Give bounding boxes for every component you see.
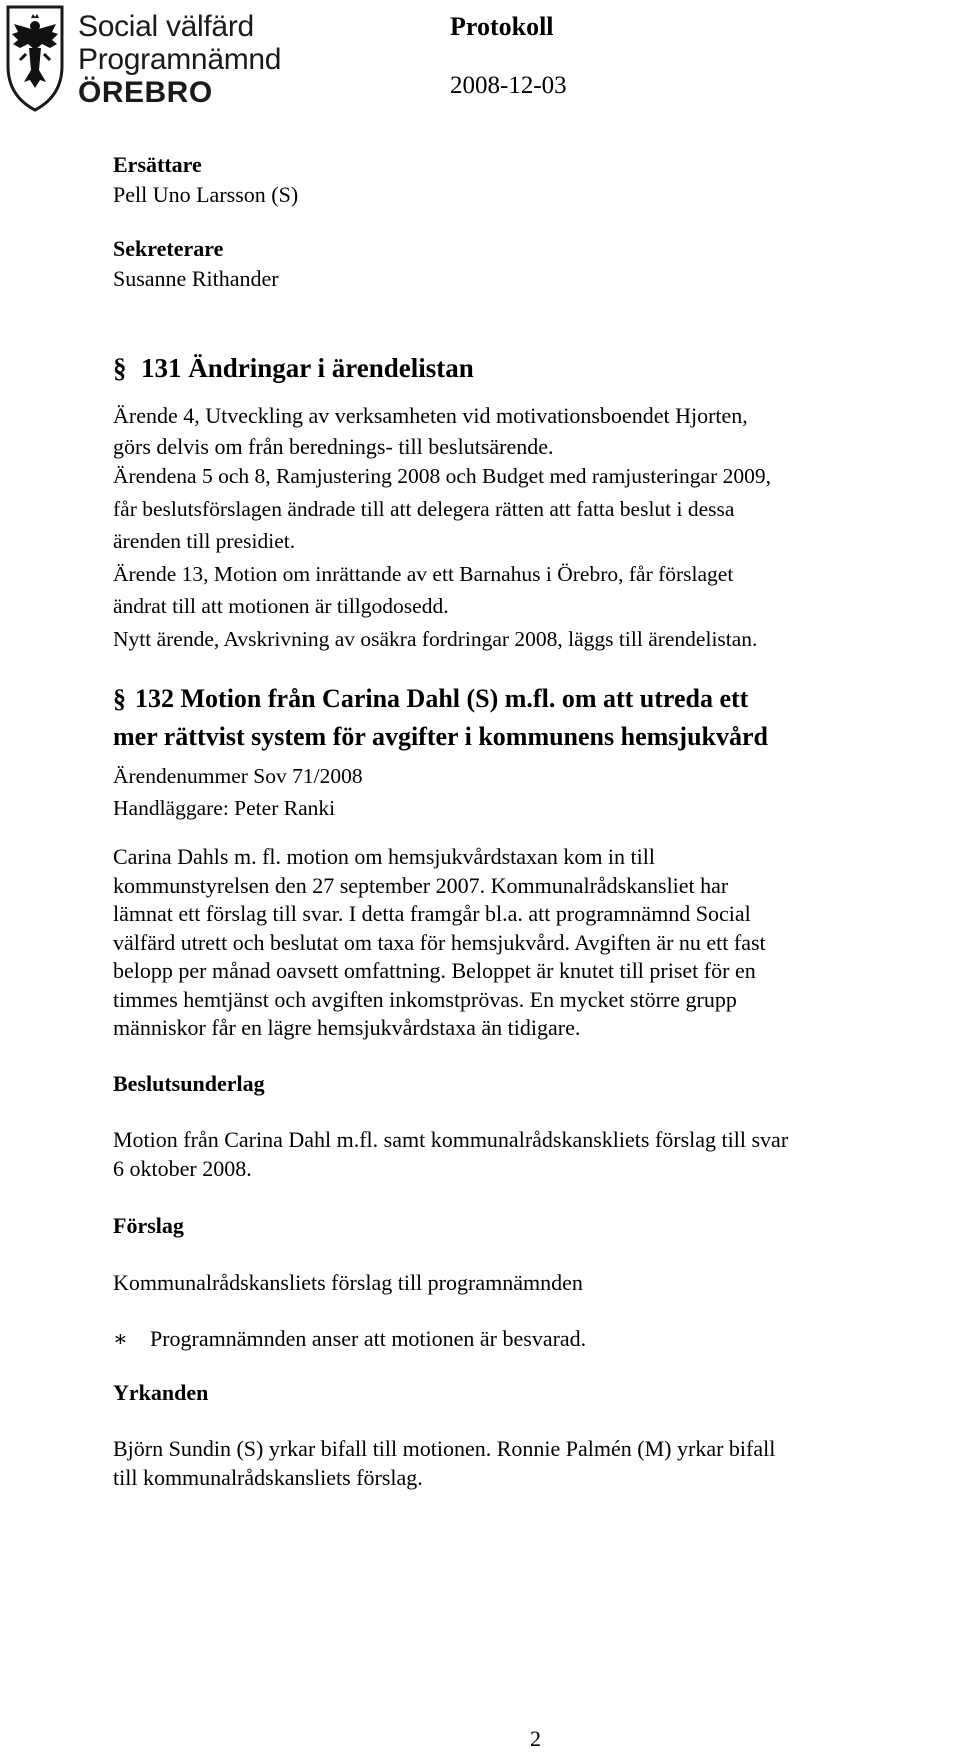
claims-body [113,1434,775,1492]
paragraph-line: Motion från Carina Dahl m.fl. samt kommunalrådskanskliets förslag till svar [113,1127,789,1152]
section-132-title-line: mer rättvist system för avgifter i kommunens hemsjukvård [113,722,768,751]
paragraph-line: lämnat ett förslag till svar. I detta framgår bl.a. att programnämnd Social [113,901,751,926]
paragraph-line: Ärende 4, Utveckling av verksamheten vid motivationsboendet Hjorten, [113,403,748,428]
logo-text-line: Programnämnd [78,43,282,76]
paragraph-line: till kommunalrådskansliets förslag. [113,1465,423,1490]
organization-logo [4,4,282,114]
crest-icon [4,4,66,112]
proposal-item-text: Programnämnden anser att motionen är besvarad. [150,1326,587,1351]
paragraph-line: ändrat till att motionen är tillgodosedd. [113,594,449,618]
paragraph-line: belopp per månad oavsett omfattning. Beloppet är knutet till priset för en [113,958,756,983]
section-131-body [113,400,748,462]
paragraph-line: Nytt ärende, Avskrivning av osäkra fordringar 2008, läggs till ärendelistan. [113,626,758,651]
paragraph-line: ärenden till presidiet. [113,529,296,553]
paragraph-line: får beslutsförslagen ändrade till att delegera rätten att fatta beslut i dessa [113,496,735,521]
case-info [113,760,363,824]
secretary-heading: Sekreterare [113,236,224,261]
section-131-heading [113,353,474,384]
claims-heading: Yrkanden [113,1380,209,1405]
paragraph-line: Ärendena 5 och 8, Ramjustering 2008 och Budget med ramjusteringar 2009, [113,464,771,488]
paragraph-line: 6 oktober 2008. [113,1156,252,1181]
section-132-body [113,843,766,1043]
secretary-name: Susanne Rithander [113,266,279,291]
basis-heading: Beslutsunderlag [113,1071,265,1096]
section-132-title-line: 132 Motion från Carina Dahl (S) m.fl. om att utreda ett [135,684,749,713]
section-131-body-sans [113,460,771,655]
basis-body [113,1125,788,1183]
paragraph-line: kommunstyrelsen den 27 september 2007. Kommunalrådskansliet har [113,872,729,898]
section-131-title: 131 Ändringar i ärendelistan [141,353,474,383]
page-number: 2 [530,1726,541,1751]
paragraph-line: välfärd utrett och beslutat om taxa för hemsjukvård. Avgiften är nu ett fast [113,929,766,955]
substitutes-heading: Ersättare [113,152,202,177]
logo-text-line: ÖREBRO [78,76,213,109]
paragraph-line: människor får en lägre hemsjukvårdstaxa än tidigare. [113,1015,581,1040]
logo-text-line: Social välfärd [78,10,254,43]
section-mark: § [113,684,126,713]
substitutes-list: Pell Uno Larsson (S) [113,182,299,207]
paragraph-line: timmes hemtjänst och avgiften inkomstprövas. En mycket större grupp [113,986,737,1012]
asterisk-icon: ∗ [113,1326,128,1351]
paragraph-line: Björn Sundin (S) yrkar bifall till motionen. Ronnie Palmén (M) yrkar bifall [113,1436,776,1461]
paragraph-line: Ärende 13, Motion om inrättande av ett Barnahus i Örebro, får förslaget [113,561,734,586]
document-date: 2008-12-03 [450,72,567,99]
paragraph-line: görs delvis om från berednings- till beslutsärende. [113,434,554,459]
paragraph-line: Carina Dahls m. fl. motion om hemsjukvårdstaxan kom in till [113,844,655,869]
proposal-intro: Kommunalrådskansliets förslag till programnämnden [113,1270,583,1295]
case-handler: Handläggare: Peter Ranki [113,796,336,820]
proposal-item [113,1323,586,1354]
document-type: Protokoll [450,12,554,41]
case-number: Ärendenummer Sov 71/2008 [113,764,363,788]
section-132-heading [113,680,768,756]
section-mark: § [113,353,127,383]
proposal-heading: Förslag [113,1213,184,1238]
